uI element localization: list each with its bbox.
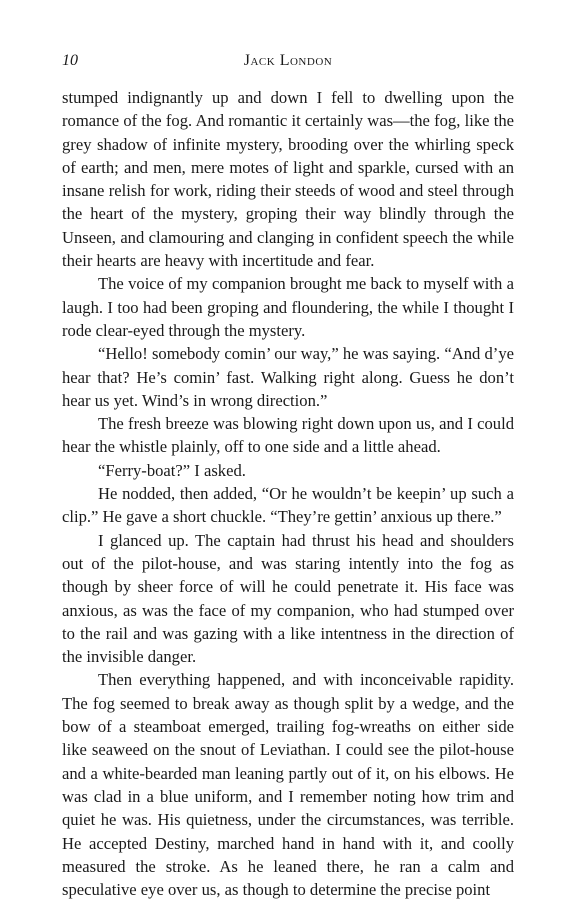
book-page xyxy=(62,48,514,901)
page-header xyxy=(62,48,514,78)
body-text xyxy=(62,86,514,901)
paragraph: Then everything happened, and with inconceivable rapidity. The fog seemed to break away as though split by a wedge, and the bow of a steamboat emerged, trailing fog-wreaths on either side like seaweed on the snout of Leviathan. I could see the pilot-house and a white-bearded man leaning partly out of it, on his elbows. He was clad in a blue uniform, and I remember noting how trim and quiet he was. His quietness, under the circumstances, was terrible. He accepted Destiny, marched hand in hand with it, and coolly measured the stroke. As he leaned there, he ran a calm and speculative eye over us, as though to determine the precise point xyxy=(62,670,514,900)
paragraph: “Hello! somebody comin’ our way,” he was saying. “And d’ye hear that? He’s comin’ fast. Walking right along. Guess he don’t hear us yet. Wind’s in wrong direction.” xyxy=(62,344,514,410)
paragraph: He nodded, then added, “Or he wouldn’t be keepin’ up such a clip.” He gave a short chuckle. “They’re gettin’ anxious up there.” xyxy=(62,484,514,527)
paragraph-continued: stumped indignantly up and down I fell to dwelling upon the romance of the fog. And romantic it certainly was—the fog, like the grey shadow of infinite mystery, brooding over the whirling speck of earth; and men, mere motes of light and sparkle, cursed with an insane relish for work, riding their steeds of wood and steel through the heart of the mystery, groping their way blindly through the Unseen, and clamouring and clanging in confident speech the while their hearts are heavy with incertitude and fear. xyxy=(62,88,514,271)
paragraph: “Ferry-boat?” I asked. xyxy=(98,460,246,480)
paragraph: The voice of my companion brought me back to myself with a laugh. I too had been groping and floundering, the while I thought I rode clear-eyed through the mystery. xyxy=(62,274,514,340)
paragraph: The fresh breeze was blowing right down upon us, and I could hear the whistle plainly, off to one side and a little ahead. xyxy=(62,414,514,457)
paragraph: I glanced up. The captain had thrust his head and shoulders out of the pilot-house, and was staring intently into the fog as though by sheer force of will he could penetrate it. His face was anxious, as was the face of my companion, who had stumped over to the rail and was gazing with a like intentness in the direction of the invisible danger. xyxy=(62,530,514,667)
running-head: Jack London xyxy=(243,52,333,69)
page-number: 10 xyxy=(62,52,78,69)
